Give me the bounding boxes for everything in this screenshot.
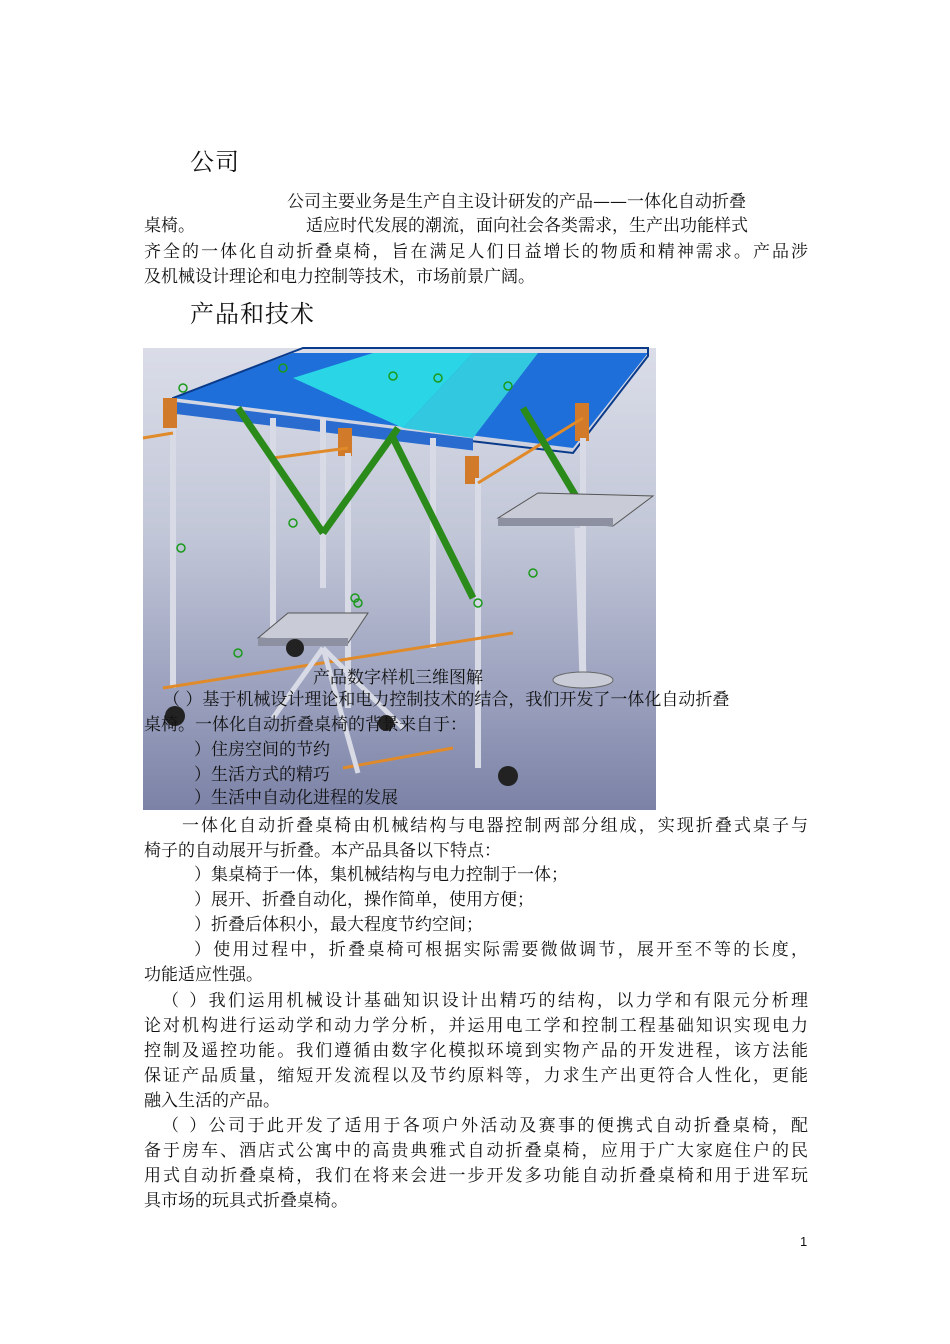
heading-product: 产品和技术 — [190, 300, 315, 328]
para3-line-2: 备于房车、酒店式公寓中的高贵典雅式自动折叠桌椅，应用于广大家庭住户的民 — [144, 1141, 808, 1161]
para2-line-5: 融入生活的产品。 — [144, 1091, 280, 1111]
para3-line-3: 用式自动折叠桌椅，我们在将来会进一步开发多功能自动折叠桌椅和用于进军玩 — [144, 1166, 808, 1186]
feature-1: ）集桌椅于一体，集机械结构与电力控制于一体； — [194, 865, 568, 885]
para2-line-3: 控制及遥控功能。我们遵循由数字化模拟环境到实物产品的开发进程，该方法能 — [144, 1041, 808, 1061]
overlay-line-4: ）生活方式的精巧 — [194, 765, 330, 785]
overlay-line-5: ）生活中自动化进程的发展 — [194, 788, 398, 808]
product-3d-figure — [143, 348, 730, 810]
overlay-line-1: （ ）基于机械设计理论和电力控制技术的结合，我们开发了一体化自动折叠 — [163, 690, 730, 710]
para2-line-1: （ ）我们运用机械设计基础知识设计出精巧的结构，以力学和有限元分析理 — [162, 991, 808, 1011]
intro-line-2b: 适应时代发展的潮流，面向社会各类需求，生产出功能样式 — [306, 216, 748, 236]
intro-line-3: 齐全的一体化自动折叠桌椅，旨在满足人们日益增长的物质和精神需求。产品涉 — [144, 242, 808, 262]
para2-line-4: 保证产品质量，缩短开发流程以及节约原料等，力求生产出更符合人性化，更能 — [144, 1066, 808, 1086]
intro-line-1: 公司主要业务是生产自主设计研发的产品——一体化自动折叠 — [287, 192, 746, 212]
body-line-2: 椅子的自动展开与折叠。本产品具备以下特点： — [144, 841, 501, 861]
page-number: 1 — [800, 1234, 808, 1249]
para3-line-4: 具市场的玩具式折叠桌椅。 — [144, 1191, 348, 1211]
feature-4: ）使用过程中，折叠桌椅可根据实际需要微做调节，展开至不等的长度， — [194, 940, 808, 960]
feature-3: ）折叠后体积小，最大程度节约空间； — [194, 915, 483, 935]
para2-line-2: 论对机构进行运动学和动力学分析，并运用电工学和控制工程基础知识实现电力 — [144, 1016, 808, 1036]
heading-company: 公司 — [190, 148, 240, 176]
feature-2: ）展开、折叠自动化，操作简单，使用方便； — [194, 890, 534, 910]
overlay-line-3: ）住房空间的节约 — [194, 740, 330, 760]
intro-line-4: 及机械设计理论和电力控制等技术，市场前景广阔。 — [144, 267, 535, 287]
feature-4-cont: 功能适应性强。 — [144, 965, 263, 985]
figure-caption: 产品数字样机三维图解 — [313, 668, 483, 688]
overlay-line-2: 桌椅。一体化自动折叠桌椅的背景来自于： — [144, 715, 467, 735]
body-line-1: 一体化自动折叠桌椅由机械结构与电器控制两部分组成，实现折叠式桌子与 — [182, 816, 808, 836]
intro-line-2a: 桌椅。 — [144, 216, 195, 236]
para3-line-1: （ ）公司于此开发了适用于各项户外活动及赛事的便携式自动折叠桌椅，配 — [162, 1116, 808, 1136]
